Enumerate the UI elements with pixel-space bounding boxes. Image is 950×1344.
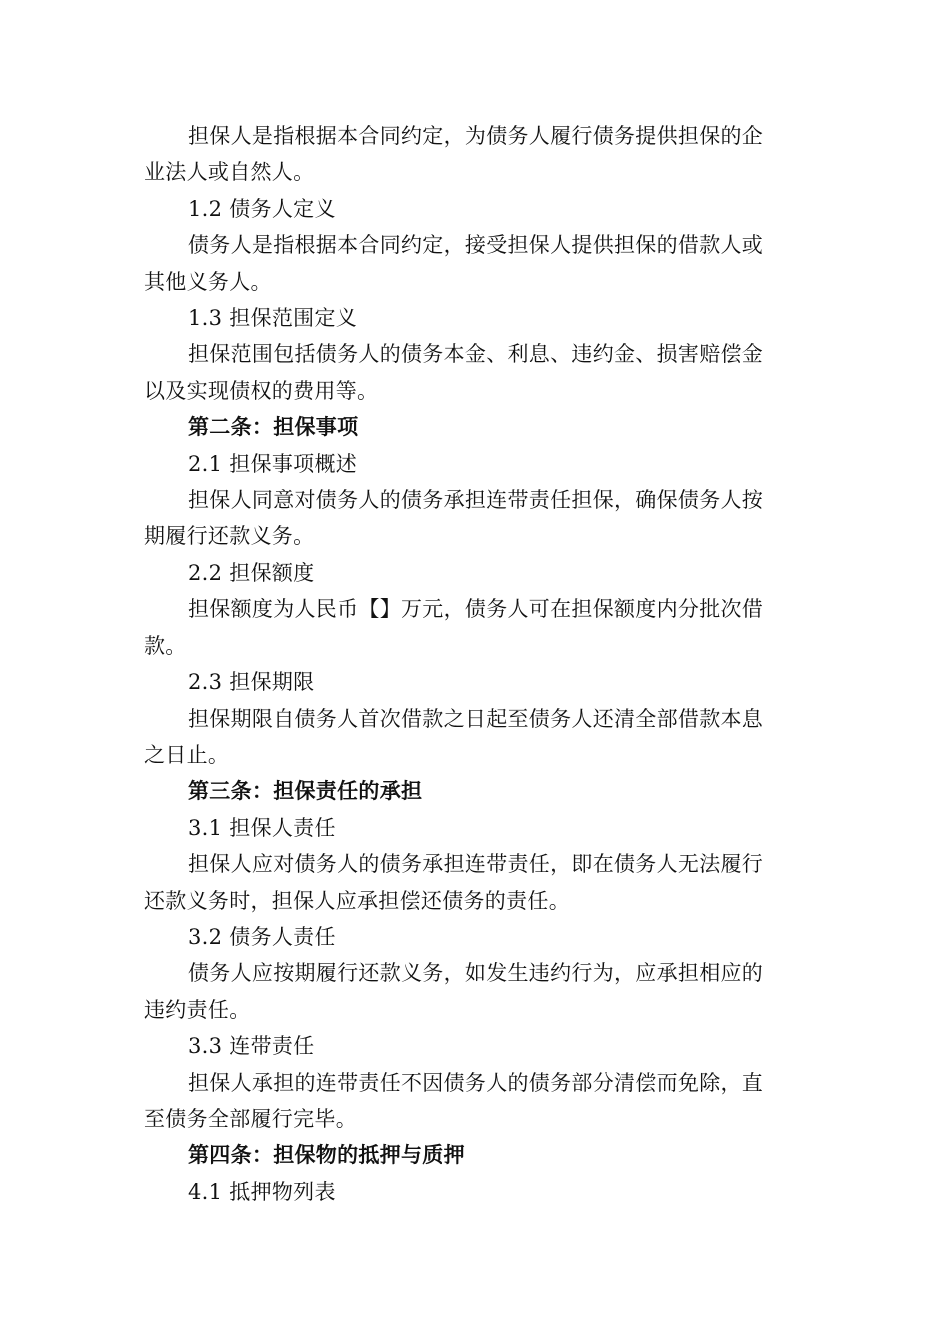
subsection-title: 4.1 抵押物列表 bbox=[188, 1179, 336, 1204]
paragraph-line: 担保人承担的连带责任不因债务人的债务部分清偿而免除，直 bbox=[188, 1070, 764, 1095]
article-heading: 第三条：担保责任的承担 bbox=[188, 778, 423, 804]
paragraph-line: 业法人或自然人。 bbox=[144, 160, 315, 185]
paragraph-line: 其他义务人。 bbox=[144, 269, 272, 294]
subsection-title: 3.2 债务人责任 bbox=[188, 924, 336, 949]
paragraph-line: 期履行还款义务。 bbox=[144, 524, 315, 549]
paragraph-line: 违约责任。 bbox=[144, 997, 251, 1022]
paragraph-line: 还款义务时，担保人应承担偿还债务的责任。 bbox=[144, 888, 570, 913]
subsection-title: 2.1 担保事项概述 bbox=[188, 451, 358, 476]
paragraph-line: 债务人应按期履行还款义务，如发生违约行为，应承担相应的 bbox=[188, 961, 764, 986]
paragraph-line: 担保人是指根据本合同约定，为债务人履行债务提供担保的企 bbox=[188, 124, 764, 148]
paragraph-line: 担保范围包括债务人的债务本金、利息、违约金、损害赔偿金 bbox=[188, 342, 764, 367]
paragraph-line: 以及实现债权的费用等。 bbox=[144, 378, 379, 403]
subsection-title: 1.2 债务人定义 bbox=[188, 196, 336, 221]
paragraph-line: 担保人应对债务人的债务承担连带责任，即在债务人无法履行 bbox=[188, 852, 764, 877]
paragraph-line: 款。 bbox=[144, 633, 187, 658]
subsection-title: 2.3 担保期限 bbox=[188, 670, 315, 695]
document-page bbox=[144, 118, 808, 1210]
paragraph-line: 担保额度为人民币【】万元，债务人可在担保额度内分批次借 bbox=[188, 597, 764, 622]
article-heading: 第二条：担保事项 bbox=[188, 414, 359, 440]
article-heading: 第四条：担保物的抵押与质押 bbox=[188, 1142, 465, 1168]
subsection-title: 1.3 担保范围定义 bbox=[188, 306, 358, 331]
paragraph-line: 债务人是指根据本合同约定，接受担保人提供担保的借款人或 bbox=[188, 233, 764, 258]
subsection-title: 3.1 担保人责任 bbox=[188, 815, 336, 840]
paragraph-line: 担保期限自债务人首次借款之日起至债务人还清全部借款本息 bbox=[188, 706, 764, 731]
subsection-title: 2.2 担保额度 bbox=[188, 560, 315, 585]
paragraph-line: 担保人同意对债务人的债务承担连带责任担保，确保债务人按 bbox=[188, 488, 764, 513]
paragraph-line: 至债务全部履行完毕。 bbox=[144, 1106, 357, 1131]
subsection-title: 3.3 连带责任 bbox=[188, 1034, 315, 1059]
paragraph-line: 之日止。 bbox=[144, 742, 230, 767]
